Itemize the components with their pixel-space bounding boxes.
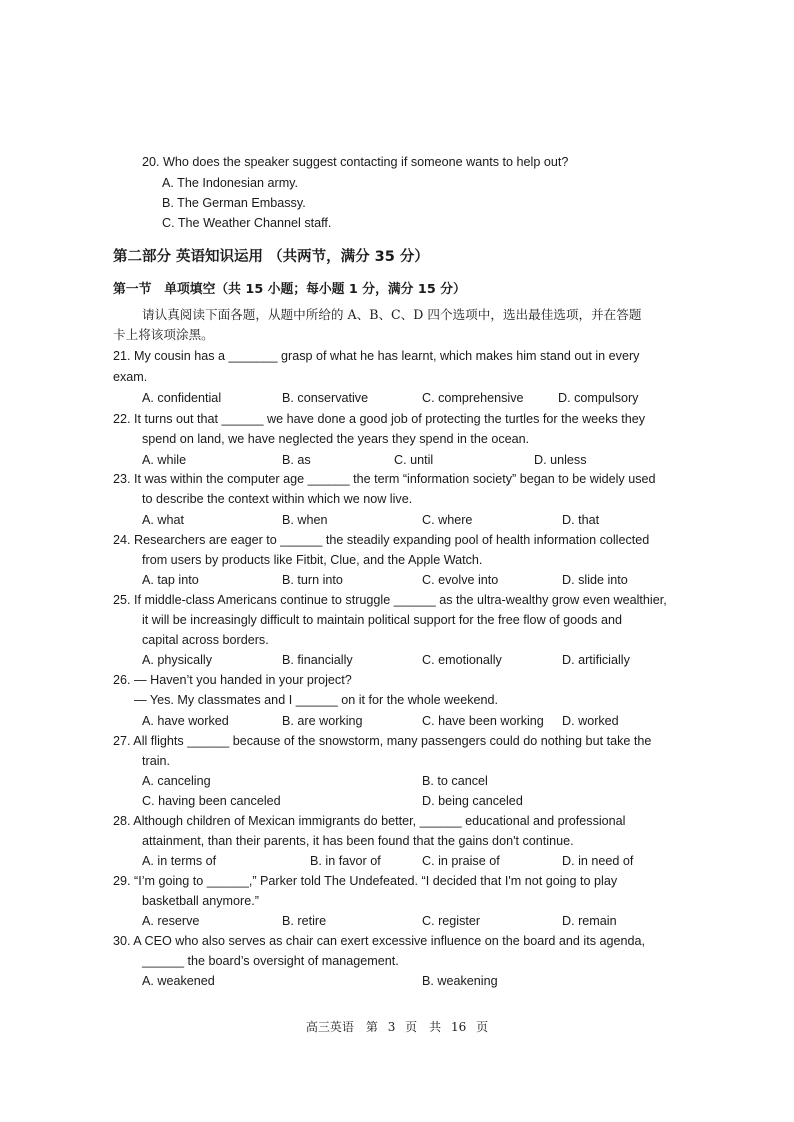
question-29-stem-line-1: 29. “I’m going to ______,” Parker told The Undefeated. “I decided that I'm not going to play <box>113 874 618 888</box>
question-22-option-c: C. until <box>394 453 434 467</box>
question-29-option-d: D. remain <box>562 914 617 928</box>
question-27-stem-line-1: 27. All flights ______ because of the snowstorm, many passengers could do nothing but take the <box>113 734 652 748</box>
question-20-option-b: B. The German Embassy. <box>162 196 306 210</box>
question-27-option-d: D. being canceled <box>422 794 523 808</box>
question-23-stem-line-2: to describe the context within which we now live. <box>142 492 413 506</box>
question-25-stem-line-2: it will be increasingly difficult to maintain political support for the free flow of goods and <box>142 613 622 627</box>
question-27-option-a: A. canceling <box>142 774 211 788</box>
question-26-option-b: B. are working <box>282 714 363 728</box>
question-28-option-a: A. in terms of <box>142 854 217 868</box>
question-21-option-d: D. compulsory <box>558 391 639 405</box>
question-30-option-a: A. weakened <box>142 974 215 988</box>
question-24-option-c: C. evolve into <box>422 573 499 587</box>
question-26-stem-line-1: 26. — Haven’t you handed in your project? <box>113 673 352 687</box>
question-22-stem-line-1: 22. It turns out that ______ we have done a good job of protecting the turtles for the weeks they <box>113 412 646 426</box>
question-27-option-b: B. to cancel <box>422 774 488 788</box>
question-22-option-b: B. as <box>282 453 311 467</box>
question-24-stem-line-1: 24. Researchers are eager to ______ the steadily expanding pool of health information collected <box>113 533 650 547</box>
section-1-heading: 第一节 单项填空（共 15 小题；每小题 1 分，满分 15 分） <box>113 282 466 297</box>
question-30-stem-line-1: 30. A CEO who also serves as chair can exert excessive influence on the board and its agenda, <box>113 934 646 948</box>
question-29-option-c: C. register <box>422 914 481 928</box>
question-28-option-c: C. in praise of <box>422 854 500 868</box>
question-27-option-c: C. having been canceled <box>142 794 281 808</box>
question-28-option-b: B. in favor of <box>310 854 381 868</box>
question-30-stem-line-2: ______ the board’s oversight of management. <box>142 954 399 968</box>
question-23-option-a: A. what <box>142 513 184 527</box>
question-21-stem-line-1: 21. My cousin has a _______ grasp of what he has learnt, which makes him stand out in every <box>113 349 640 363</box>
question-21-option-a: A. confidential <box>142 391 222 405</box>
question-26-stem-line-2: — Yes. My classmates and I ______ on it for the whole weekend. <box>134 693 499 707</box>
question-20-option-a: A. The Indonesian army. <box>162 176 299 190</box>
question-25-stem-line-3: capital across borders. <box>142 633 269 647</box>
question-26-option-d: D. worked <box>562 714 619 728</box>
question-25-option-b: B. financially <box>282 653 353 667</box>
page-footer: 高三英语 第 3 页 共 16 页 <box>305 1020 489 1034</box>
question-27-stem-line-2: train. <box>142 754 170 768</box>
question-29-option-a: A. reserve <box>142 914 200 928</box>
question-22-stem-line-2: spend on land, we have neglected the years they spend in the ocean. <box>142 432 530 446</box>
question-21-stem-line-2: exam. <box>113 370 148 384</box>
part-2-heading: 第二部分 英语知识运用 （共两节，满分 35 分） <box>113 249 429 265</box>
question-21-option-c: C. comprehensive <box>422 391 524 405</box>
question-25-option-c: C. emotionally <box>422 653 502 667</box>
question-24-option-d: D. slide into <box>562 573 628 587</box>
question-24-option-a: A. tap into <box>142 573 199 587</box>
question-26-option-a: A. have worked <box>142 714 229 728</box>
question-25-option-a: A. physically <box>142 653 212 667</box>
question-23-option-b: B. when <box>282 513 328 527</box>
question-25-stem-line-1: 25. If middle-class Americans continue to struggle ______ as the ultra-wealthy grow even wealthier, <box>113 593 667 607</box>
question-29-stem-line-2: basketball anymore.” <box>142 894 259 908</box>
question-20-option-c: C. The Weather Channel staff. <box>162 216 332 230</box>
question-24-stem-line-2: from users by products like Fitbit, Clue, and the Apple Watch. <box>142 553 483 567</box>
question-30-option-b: B. weakening <box>422 974 498 988</box>
question-24-option-b: B. turn into <box>282 573 343 587</box>
question-28-option-d: D. in need of <box>562 854 634 868</box>
instructions-line-2: 卡上将该项涂黑。 <box>113 327 214 342</box>
question-21-option-b: B. conservative <box>282 391 369 405</box>
question-23-stem-line-1: 23. It was within the computer age ______ the term “information society” began to be widely used <box>113 472 656 486</box>
question-23-option-d: D. that <box>562 513 600 527</box>
question-23-option-c: C. where <box>422 513 473 527</box>
question-28-stem-line-2: attainment, than their parents, it has been found that the gains don't continue. <box>142 834 574 848</box>
question-22-option-a: A. while <box>142 453 187 467</box>
instructions-line-1: 请认真阅读下面各题，从题中所给的 A、B、C、D 四个选项中，选出最佳选项，并在答题 <box>142 307 642 322</box>
question-22-option-d: D. unless <box>534 453 587 467</box>
question-26-option-c: C. have been working <box>422 714 544 728</box>
question-20-stem: 20. Who does the speaker suggest contacting if someone wants to help out? <box>142 155 569 169</box>
question-29-option-b: B. retire <box>282 914 327 928</box>
question-28-stem-line-1: 28. Although children of Mexican immigrants do better, ______ educational and professional <box>113 814 626 828</box>
question-25-option-d: D. artificially <box>562 653 630 667</box>
